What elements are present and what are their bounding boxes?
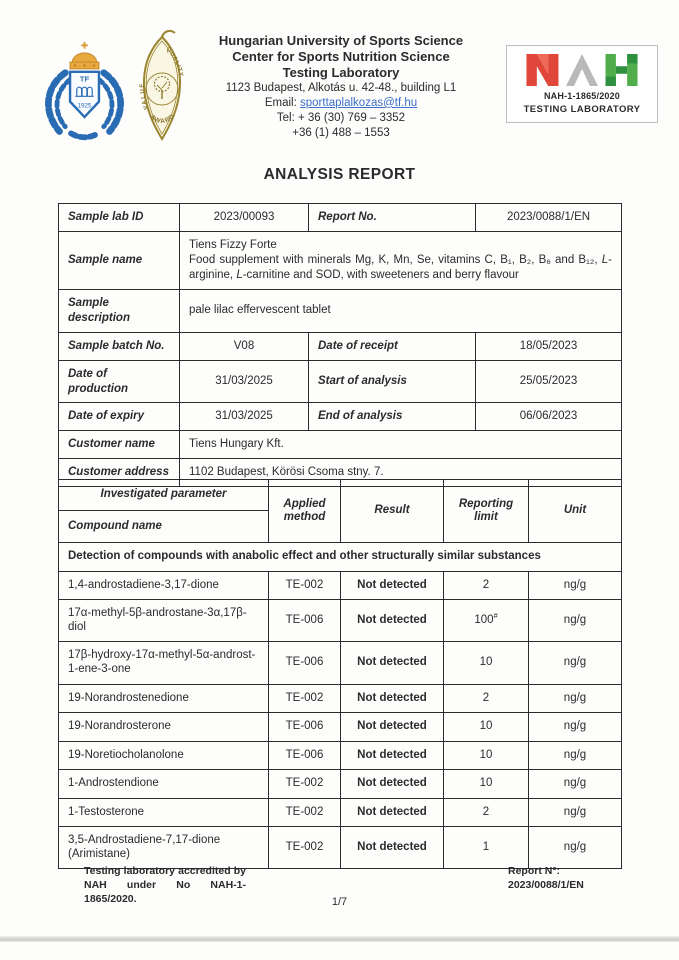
result-cell: Not detected [341, 684, 444, 713]
footer-report-no [508, 864, 648, 892]
footer-report-no-value: 2023/0088/1/EN [508, 879, 584, 892]
customer-address-label: Customer address [59, 459, 180, 487]
unit-cell: ng/g [529, 741, 622, 770]
sample-lab-id-value: 2023/00093 [180, 204, 309, 232]
applied-method-header: Applied method [269, 480, 341, 543]
table-row [59, 770, 622, 799]
table-row [59, 713, 622, 742]
table-row [59, 289, 622, 332]
limit-cell: 2 [444, 571, 529, 600]
customer-name-value: Tiens Hungary Kft. [180, 431, 622, 459]
result-cell: Not detected [341, 600, 444, 642]
date-of-expiry-label: Date of expiry [59, 403, 180, 431]
phone-line-2: +36 (1) 488 – 1553 [292, 127, 390, 140]
method-cell: TE-002 [269, 571, 341, 600]
limit-cell: 10 [444, 642, 529, 684]
customer-name-label: Customer name [59, 431, 180, 459]
university-name: Hungarian University of Sports Science [218, 33, 464, 48]
table-row [59, 332, 622, 360]
end-of-analysis-label: End of analysis [309, 403, 476, 431]
date-of-receipt-value: 18/05/2023 [476, 332, 622, 360]
section-title: Detection of compounds with anabolic effect and other structurally similar substances [59, 543, 622, 572]
table-row [59, 571, 622, 600]
award-award-text: AWARD [148, 112, 177, 126]
table-row [59, 204, 622, 232]
parameter-header-cell [59, 480, 269, 543]
results-table [58, 479, 622, 869]
email-label: Email: [264, 96, 300, 109]
accreditation-note: Testing laboratory accredited by NAH under No NAH-1-1865/2020. [84, 865, 246, 906]
nah-testing-laboratory-label: TESTING LABORATORY [523, 104, 641, 115]
unit-cell: ng/g [529, 642, 622, 684]
method-cell: TE-006 [269, 713, 341, 742]
table-header-row [59, 480, 622, 543]
lab-address: 1123 Budapest, Alkotás u. 42-48., building L1 [225, 81, 457, 94]
compound-cell: 1-Testosterone [59, 798, 269, 827]
unit-cell: ng/g [529, 684, 622, 713]
sample-name-line1: Tiens Fizzy Forte [189, 238, 277, 251]
limit-cell: 2 [444, 684, 529, 713]
lab-name: Testing Laboratory [282, 64, 400, 80]
table-row [59, 827, 622, 869]
award-value-text: VALUE [139, 82, 150, 111]
compound-cell: 17β-hydroxy-17α-methyl-5α-androst-1-ene-3-one [59, 642, 269, 684]
nah-letter-h [606, 54, 638, 86]
result-cell: Not detected [341, 713, 444, 742]
limit-cell: 10 [444, 770, 529, 799]
sample-lab-id-label: Sample lab ID [59, 204, 180, 232]
unit-cell: ng/g [529, 798, 622, 827]
compound-cell: 1-Androstendione [59, 770, 269, 799]
nah-accreditation-badge [506, 45, 658, 123]
compound-cell: 19-Norandrostenedione [59, 684, 269, 713]
email-link[interactable]: sporttaplalkozas@tf.hu [300, 96, 418, 109]
result-cell: Not detected [341, 642, 444, 684]
result-cell: Not detected [341, 571, 444, 600]
center-name: Center for Sports Nutrition Science [232, 48, 450, 64]
scan-edge-artifact [0, 936, 679, 942]
crest-tf-text: TF [79, 74, 90, 84]
method-cell: TE-006 [269, 642, 341, 684]
nah-letter-n [526, 54, 558, 86]
compound-name-header: Compound name [68, 519, 162, 532]
page-number: 1/7 [331, 896, 348, 908]
unit-cell: ng/g [529, 571, 622, 600]
date-of-production-value: 31/03/2025 [180, 360, 309, 403]
sample-name-value [180, 231, 622, 289]
table-row [59, 403, 622, 431]
limit-cell: 1 [444, 827, 529, 869]
unit-cell: ng/g [529, 600, 622, 642]
sample-description-label: Sample description [59, 289, 180, 332]
start-of-analysis-label: Start of analysis [309, 360, 476, 403]
sample-batch-label: Sample batch No. [59, 332, 180, 360]
compound-cell: 19-Noretiocholanolone [59, 741, 269, 770]
nah-logo-icon [526, 54, 638, 86]
table-row [59, 684, 622, 713]
page-title: ANALYSIS REPORT [263, 166, 416, 183]
reporting-limit-header: Reporting limit [444, 480, 529, 543]
start-of-analysis-value: 25/05/2023 [476, 360, 622, 403]
table-row [59, 231, 622, 289]
compound-cell: 19-Norandrosterone [59, 713, 269, 742]
table-row [59, 431, 622, 459]
unit-cell: ng/g [529, 827, 622, 869]
compound-cell: 3,5-Androstadiene-7,17-dione (Arimistane) [59, 827, 269, 869]
table-row [59, 741, 622, 770]
phone-line-1: Tel: + 36 (30) 769 – 3352 [276, 111, 406, 124]
unit-header: Unit [529, 480, 622, 543]
award-quality-text: QUALITY [164, 46, 184, 78]
result-cell: Not detected [341, 741, 444, 770]
method-cell: TE-006 [269, 741, 341, 770]
table-row [59, 360, 622, 403]
sample-description-value: pale lilac effervescent tablet [180, 289, 622, 332]
result-cell: Not detected [341, 770, 444, 799]
investigated-parameter-header: Investigated parameter [59, 480, 268, 511]
method-cell: TE-002 [269, 770, 341, 799]
nah-letter-a [566, 54, 598, 86]
end-of-analysis-value: 06/06/2023 [476, 403, 622, 431]
nah-accreditation-number: NAH-1-1865/2020 [543, 91, 621, 101]
method-cell: TE-006 [269, 600, 341, 642]
crest-year-text: 1925 [77, 102, 92, 110]
sample-name-label: Sample name [59, 231, 180, 289]
compound-cell: 1,4-androstadiene-3,17-dione [59, 571, 269, 600]
letterhead [185, 33, 497, 141]
limit-cell: 10 [444, 741, 529, 770]
result-header: Result [341, 480, 444, 543]
unit-cell: ng/g [529, 713, 622, 742]
method-cell: TE-002 [269, 798, 341, 827]
table-row [59, 642, 622, 684]
method-cell: TE-002 [269, 684, 341, 713]
limit-cell: 2 [444, 798, 529, 827]
date-of-production-label: Date of production [59, 360, 180, 403]
university-crest-icon [36, 40, 133, 144]
customer-address-value: 1102 Budapest, Körösi Csoma stny. 7. [180, 459, 622, 487]
result-cell: Not detected [341, 798, 444, 827]
report-no-label: Report No. [309, 204, 476, 232]
date-of-expiry-value: 31/03/2025 [180, 403, 309, 431]
footer-report-no-label: Report N°: [508, 865, 561, 877]
email-line [185, 96, 497, 111]
sample-batch-value: V08 [180, 332, 309, 360]
section-row [59, 543, 622, 572]
limit-cell: 10 [444, 713, 529, 742]
report-no-value: 2023/0088/1/EN [476, 204, 622, 232]
sample-name-line2: Food supplement with minerals Mg, K, Mn, Se, vitamins C, B₁, B₂, B₆ and B₁₂, L-arginine, L-carnitine and SOD, with sweeteners and berry flavour [189, 253, 612, 281]
table-row [59, 600, 622, 642]
method-cell: TE-002 [269, 827, 341, 869]
sample-info-table [58, 203, 622, 487]
unit-cell: ng/g [529, 770, 622, 799]
result-cell: Not detected [341, 827, 444, 869]
compound-cell: 17α-methyl-5β-androstane-3α,17β-diol [59, 600, 269, 642]
date-of-receipt-label: Date of receipt [309, 332, 476, 360]
table-row [59, 798, 622, 827]
limit-cell: 100# [444, 600, 529, 642]
